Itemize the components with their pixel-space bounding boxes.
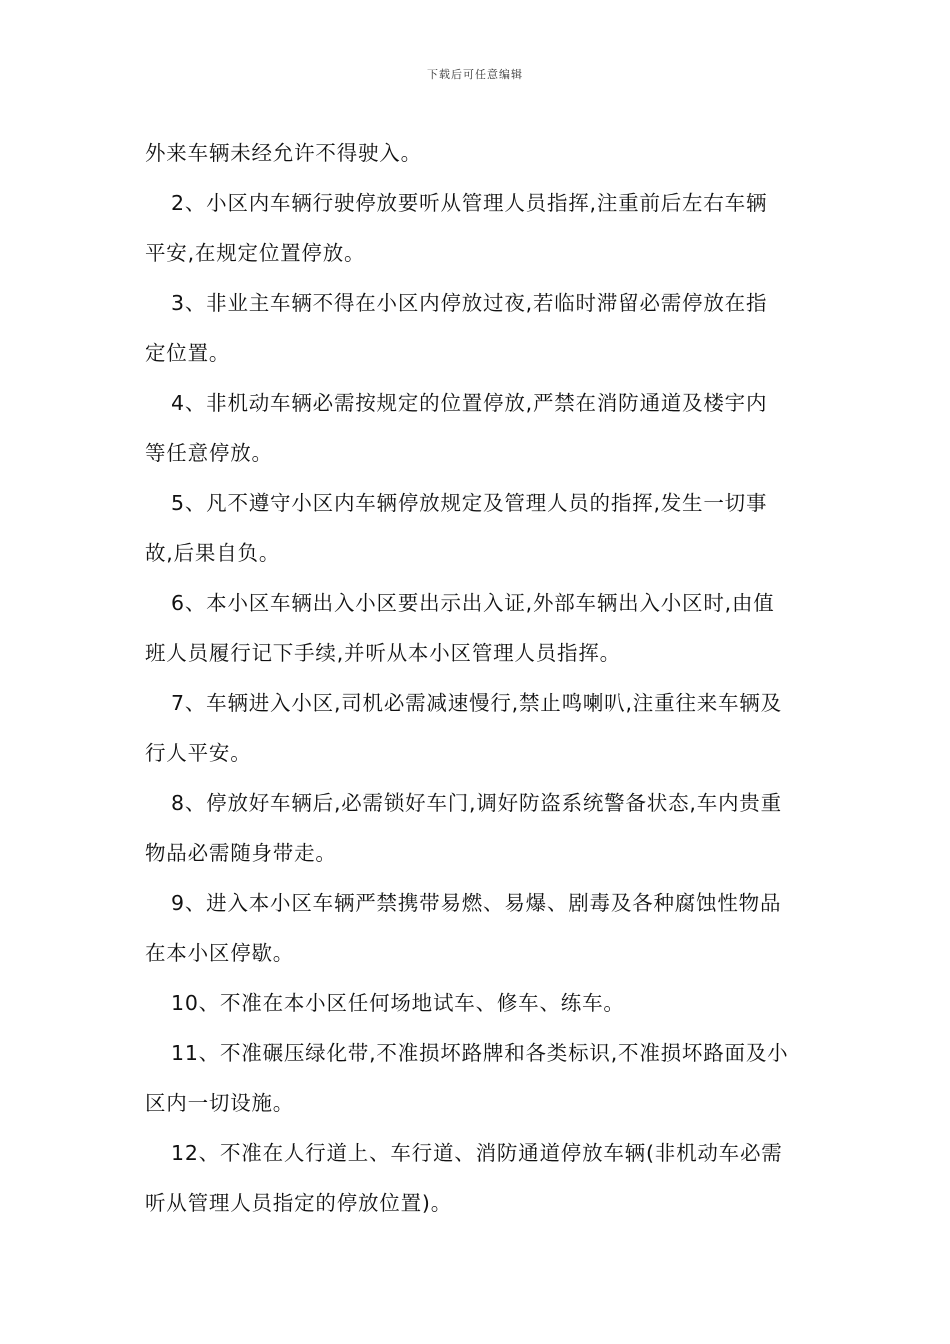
rule-12-line: 12、不准在人行道上、车行道、消防通道停放车辆(非机动车必需 — [171, 1141, 783, 1165]
rule-6-line: 6、本小区车辆出入小区要出示出入证,外部车辆出入小区时,由值 — [171, 591, 775, 615]
text-line: 外来车辆未经允许不得驶入。 — [145, 141, 422, 165]
text-line: 班人员履行记下手续,并听从本小区管理人员指挥。 — [145, 641, 621, 665]
text-line: 听从管理人员指定的停放位置)。 — [145, 1191, 452, 1215]
rule-8-line: 8、停放好车辆后,必需锁好车门,调好防盗系统警备状态,车内贵重 — [171, 791, 782, 815]
rule-10-line: 10、不准在本小区任何场地试车、修车、练车。 — [171, 991, 625, 1015]
text-line: 区内一切设施。 — [145, 1091, 295, 1115]
rule-3-line: 3、非业主车辆不得在小区内停放过夜,若临时滞留必需停放在指 — [171, 291, 768, 315]
document-body — [145, 128, 810, 1228]
rule-9-line: 9、进入本小区车辆严禁携带易燃、易爆、剧毒及各种腐蚀性物品 — [171, 891, 782, 915]
text-line: 平安,在规定位置停放。 — [145, 241, 366, 265]
rule-2-line: 2、小区内车辆行驶停放要听从管理人员指挥,注重前后左右车辆 — [171, 191, 768, 215]
text-line: 物品必需随身带走。 — [145, 841, 337, 865]
text-line: 等任意停放。 — [145, 441, 273, 465]
text-line: 行人平安。 — [145, 741, 252, 765]
rule-5-line: 5、凡不遵守小区内车辆停放规定及管理人员的指挥,发生一切事 — [171, 491, 768, 515]
rule-11-line: 11、不准碾压绿化带,不准损坏路牌和各类标识,不准损坏路面及小 — [171, 1041, 789, 1065]
text-line: 在本小区停歇。 — [145, 941, 295, 965]
text-line: 定位置。 — [145, 341, 231, 365]
header-note: 下载后可任意编辑 — [427, 68, 523, 81]
rule-4-line: 4、非机动车辆必需按规定的位置停放,严禁在消防通道及楼宇内 — [171, 391, 768, 415]
rule-7-line: 7、车辆进入小区,司机必需减速慢行,禁止鸣喇叭,注重往来车辆及 — [171, 691, 782, 715]
text-line: 故,后果自负。 — [145, 541, 281, 565]
